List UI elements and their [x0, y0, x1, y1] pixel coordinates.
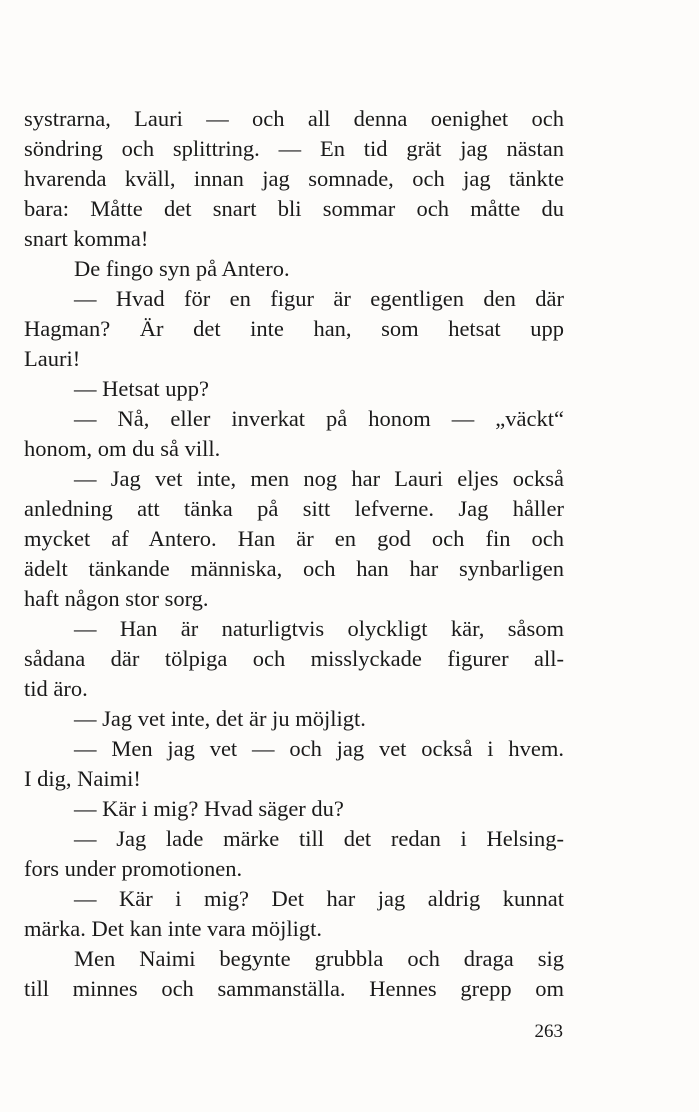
text-line: — Hvad för en figur är egentligen den där	[74, 286, 564, 311]
text-line: — Kär i mig? Hvad säger du?	[74, 796, 344, 821]
text-line: De fingo syn på Antero.	[74, 256, 290, 281]
text-line: Lauri!	[24, 346, 81, 371]
text-line: — Hetsat upp?	[74, 376, 209, 401]
text-line: fors under promotionen.	[24, 856, 243, 881]
text-line: hvarenda kväll, innan jag somnade, och jag tänkte	[24, 166, 564, 191]
text-line: — Jag vet inte, det är ju möjligt.	[74, 706, 366, 731]
text-line: söndring och splittring. — En tid grät jag nästan	[24, 136, 564, 161]
text-line: — Han är naturligtvis olyckligt kär, såsom	[74, 616, 564, 641]
text-line: anledning att tänka på sitt lefverne. Jag håller	[24, 496, 564, 521]
text-line: tid äro.	[24, 676, 88, 701]
text-line: — Jag vet inte, men nog har Lauri eljes också	[74, 466, 564, 491]
text-line: — Jag lade märke till det redan i Helsing-	[74, 826, 564, 851]
text-line: mycket af Antero. Han är en god och fin och	[24, 526, 564, 551]
text-line: — Kär i mig? Det har jag aldrig kunnat	[74, 886, 564, 911]
text-line: haft någon stor sorg.	[24, 586, 209, 611]
text-line: — Nå, eller inverkat på honom — „väckt“	[74, 406, 564, 431]
text-line: Men Naimi begynte grubbla och draga sig	[74, 946, 564, 971]
text-line: systrarna, Lauri — och all denna oenighet och	[24, 106, 564, 131]
text-line: I dig, Naimi!	[24, 766, 141, 791]
text-line: märka. Det kan inte vara möjligt.	[24, 916, 323, 941]
body-text	[24, 104, 564, 1004]
text-line: honom, om du så vill.	[24, 436, 221, 461]
text-line: Hagman? Är det inte han, som hetsat upp	[24, 316, 564, 341]
text-line: till minnes och sammanställa. Hennes grepp om	[24, 976, 564, 1001]
text-line: snart komma!	[24, 226, 149, 251]
text-line: ädelt tänkande människa, och han har synbarligen	[24, 556, 564, 581]
text-line: sådana där tölpiga och misslyckade figurer all-	[24, 646, 564, 671]
page-number: 263	[534, 1021, 563, 1042]
text-line: bara: Måtte det snart bli sommar och måtte du	[24, 196, 564, 221]
text-line: — Men jag vet — och jag vet också i hvem.	[74, 736, 564, 761]
